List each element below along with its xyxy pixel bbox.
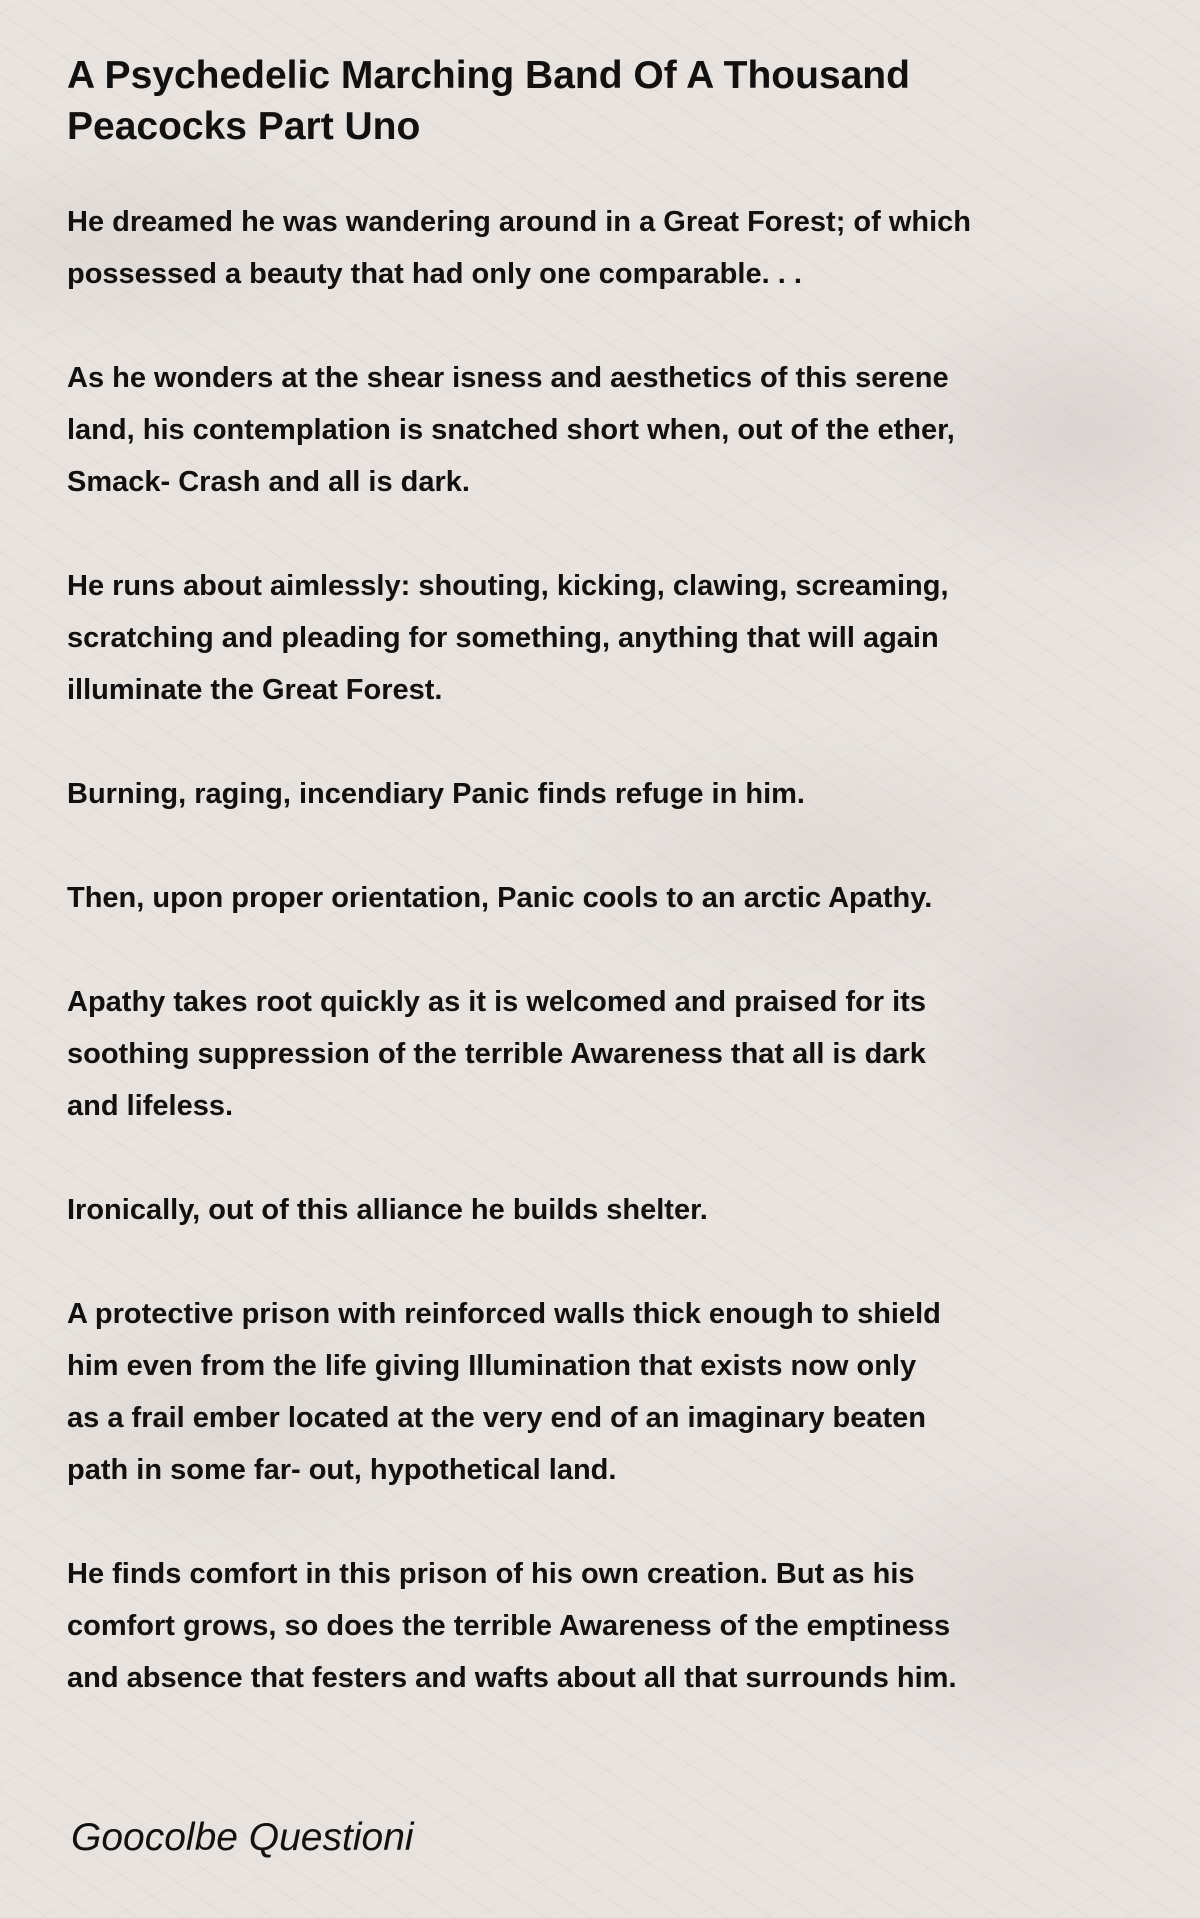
author-name: Goocolbe Questioni	[71, 1816, 414, 1859]
poem-container	[67, 50, 1157, 1756]
poem-line: as a frail ember located at the very end of an imaginary beaten	[67, 1402, 927, 1434]
poem-title	[67, 50, 1157, 152]
poem-title-line: A Psychedelic Marching Band Of A Thousand	[67, 54, 910, 97]
poem-body	[67, 196, 1117, 1704]
stanza-5	[67, 872, 1117, 924]
stanza-1	[67, 196, 1117, 300]
poem-line: path in some far- out, hypothetical land.	[67, 1454, 617, 1486]
poem-line: Ironically, out of this alliance he builds shelter.	[67, 1194, 708, 1226]
poem-line: Then, upon proper orientation, Panic cools to an arctic Apathy.	[67, 882, 933, 914]
stanza-6	[67, 976, 1117, 1132]
poem-line: As he wonders at the shear isness and aesthetics of this serene	[67, 362, 949, 394]
poem-line: He runs about aimlessly: shouting, kicking, clawing, screaming,	[67, 570, 949, 602]
stanza-2	[67, 352, 1117, 508]
poem-line: Apathy takes root quickly as it is welcomed and praised for its	[67, 986, 926, 1018]
poem-line: and absence that festers and wafts about all that surrounds him.	[67, 1662, 957, 1694]
poem-line: possessed a beauty that had only one comparable. . .	[67, 258, 802, 290]
poem-line: He dreamed he was wandering around in a Great Forest; of which	[67, 206, 972, 238]
poem-line: and lifeless.	[67, 1090, 234, 1122]
stanza-4	[67, 768, 1117, 820]
poem-line: scratching and pleading for something, anything that will again	[67, 622, 939, 654]
poem-line: Smack- Crash and all is dark.	[67, 466, 470, 498]
poem-line: comfort grows, so does the terrible Awareness of the emptiness	[67, 1610, 951, 1642]
poem-line: Burning, raging, incendiary Panic finds refuge in him.	[67, 778, 805, 810]
poem-line: He finds comfort in this prison of his own creation. But as his	[67, 1558, 915, 1590]
poem-line: A protective prison with reinforced walls thick enough to shield	[67, 1298, 941, 1330]
stanza-8	[67, 1288, 1117, 1496]
stanza-7	[67, 1184, 1117, 1236]
poem-line: soothing suppression of the terrible Awareness that all is dark	[67, 1038, 926, 1070]
poem-line: illuminate the Great Forest.	[67, 674, 443, 706]
poem-line: land, his contemplation is snatched short when, out of the ether,	[67, 414, 955, 446]
poem-title-line: Peacocks Part Uno	[67, 105, 421, 148]
stanza-9	[67, 1548, 1117, 1704]
poem-line: him even from the life giving Illumination that exists now only	[67, 1350, 917, 1382]
stanza-3	[67, 560, 1117, 716]
